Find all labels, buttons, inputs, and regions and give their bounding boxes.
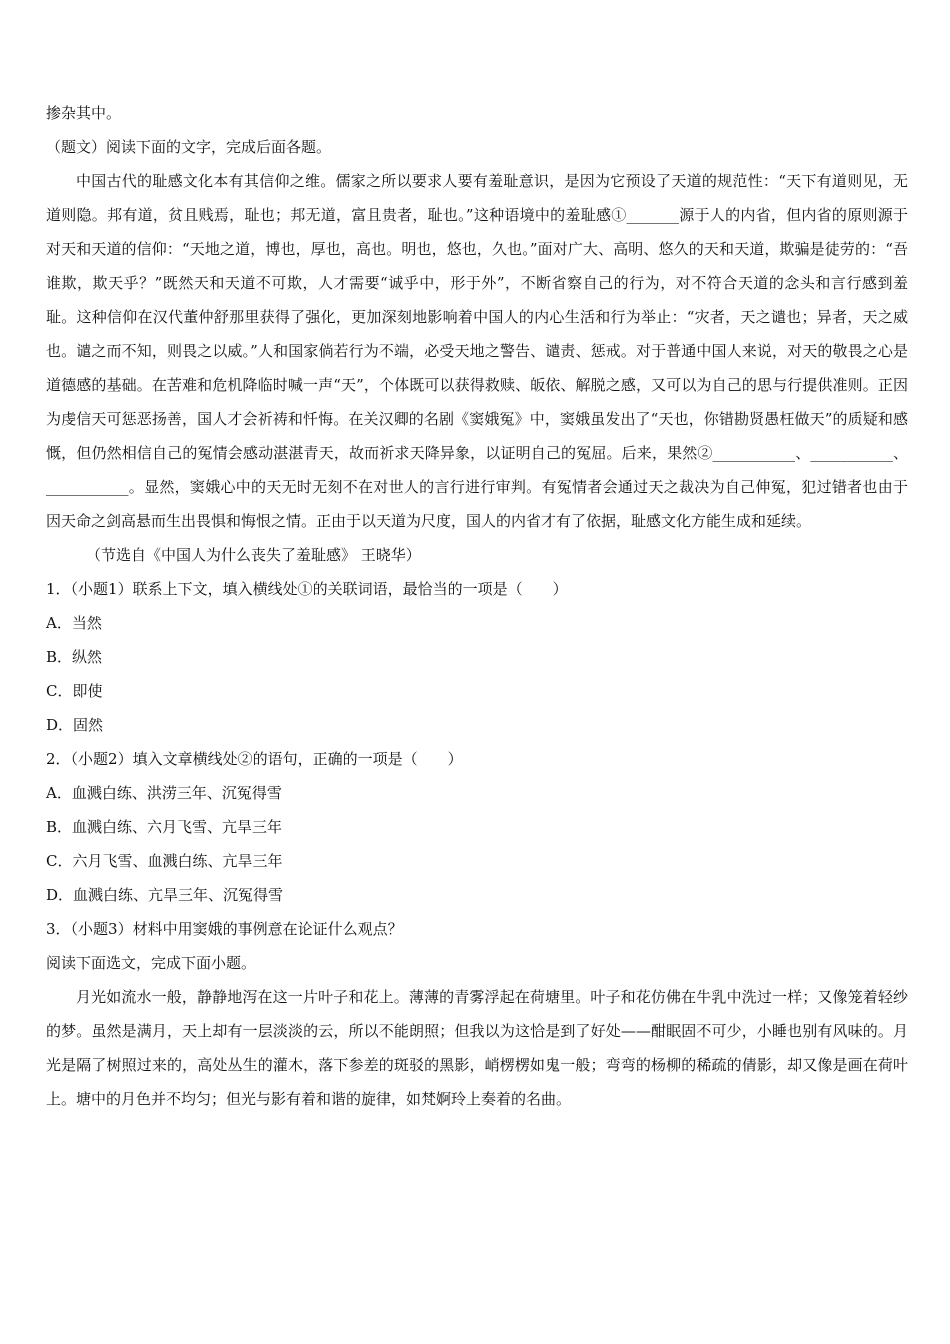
question-2-option-d: D．血溅白练、亢旱三年、沉冤得雪 — [46, 886, 284, 904]
fragment-line: 掺杂其中。 — [46, 104, 122, 122]
question-1-option-c: C．即使 — [46, 682, 103, 700]
passage-source: （节选自《中国人为什么丧失了羞耻感》 王晓华） — [86, 546, 421, 564]
question-1-option-b: B．纵然 — [46, 648, 103, 666]
question-2-option-a: A．血溅白练、洪涝三年、沉冤得雪 — [46, 784, 282, 802]
section1-intro: （题文）阅读下面的文字，完成后面各题。 — [46, 138, 332, 156]
question-1-stem: 1．（小题1）联系上下文，填入横线处①的关联词语，最恰当的一项是（ ） — [46, 580, 568, 598]
section2-passage: 月光如流水一般，静静地泻在这一片叶子和花上。薄薄的青雾浮起在荷塘里。叶子和花仿佛在牛乳中洗过一样；又像笼着轻纱的梦。虽然是满月，天上却有一层淡淡的云，所以不能朗照；但我以为这恰是到了好处——酣眠固不可少，小睡也别有风味的。月光是隔了树照过来的，高处丛生的灌木，落下参差的斑驳的黑影，峭楞楞如鬼一般；弯弯的杨柳的稀疏的倩影，却又像是画在荷叶上。塘中的月色并不均匀；但光与影有着和谐的旋律，如梵婀玲上奏着的名曲。 — [46, 988, 908, 1108]
question-1-option-a: A．当然 — [46, 614, 102, 632]
question-2-stem: 2．（小题2）填入文章横线处②的语句，正确的一项是（ ） — [46, 750, 463, 768]
question-2-option-c: C．六月飞雪、血溅白练、亢旱三年 — [46, 852, 283, 870]
question-2-option-b: B．血溅白练、六月飞雪、亢旱三年 — [46, 818, 283, 836]
document-page — [46, 96, 908, 1116]
section1-passage: 中国古代的耻感文化本有其信仰之维。儒家之所以要求人要有羞耻意识，是因为它预设了天道的规范性：“天下有道则见，无道则隐。邦有道，贫且贱焉，耻也；邦无道，富且贵者，耻也。”这种语境中的羞耻感①_______源于人的内省，但内省的原则源于对天和天道的信仰：“天地之道，博也，厚也，高也。明也，悠也，久也。”面对广大、高明、悠久的天和天道，欺骗是徒劳的：“吾谁欺，欺天乎？”既然天和天道不可欺，人才需要“诚乎中，形于外”，不断省察自己的行为，对不符合天道的念头和言行感到羞耻。这种信仰在汉代董仲舒那里获得了强化，更加深刻地影响着中国人的内心生活和行为举止：“灾者，天之谴也；异者，天之威也。谴之而不知，则畏之以威。”人和国家倘若行为不端，必受天地之警告、谴责、惩戒。对于普通中国人来说，对天的敬畏之心是道德感的基础。在苦难和危机降临时喊一声“天”，个体既可以获得救赎、皈依、解脱之感，又可以为自己的思与行提供准则。正因为虔信天可惩恶扬善，国人才会祈祷和忏悔。在关汉卿的名剧《窦娥冤》中，窦娥虽发出了“天也，你错勘贤愚枉做天”的质疑和感慨，但仍然相信自己的冤情会感动湛湛青天，故而祈求天降异象，以证明自己的冤屈。后来，果然②___________、___________、___________。显然，窦娥心中的天无时无刻不在对世人的言行进行审判。有冤情者会通过天之裁决为自己伸冤，犯过错者也由于因天命之剑高悬而生出畏惧和悔恨之情。正由于以天道为尺度，国人的内省才有了依据，耻感文化方能生成和延续。 — [46, 172, 908, 530]
question-3-stem: 3．（小题3）材料中用窦娥的事例意在论证什么观点？ — [46, 920, 403, 938]
section2-intro: 阅读下面选文，完成下面小题。 — [46, 954, 257, 972]
question-1-option-d: D．固然 — [46, 716, 104, 734]
